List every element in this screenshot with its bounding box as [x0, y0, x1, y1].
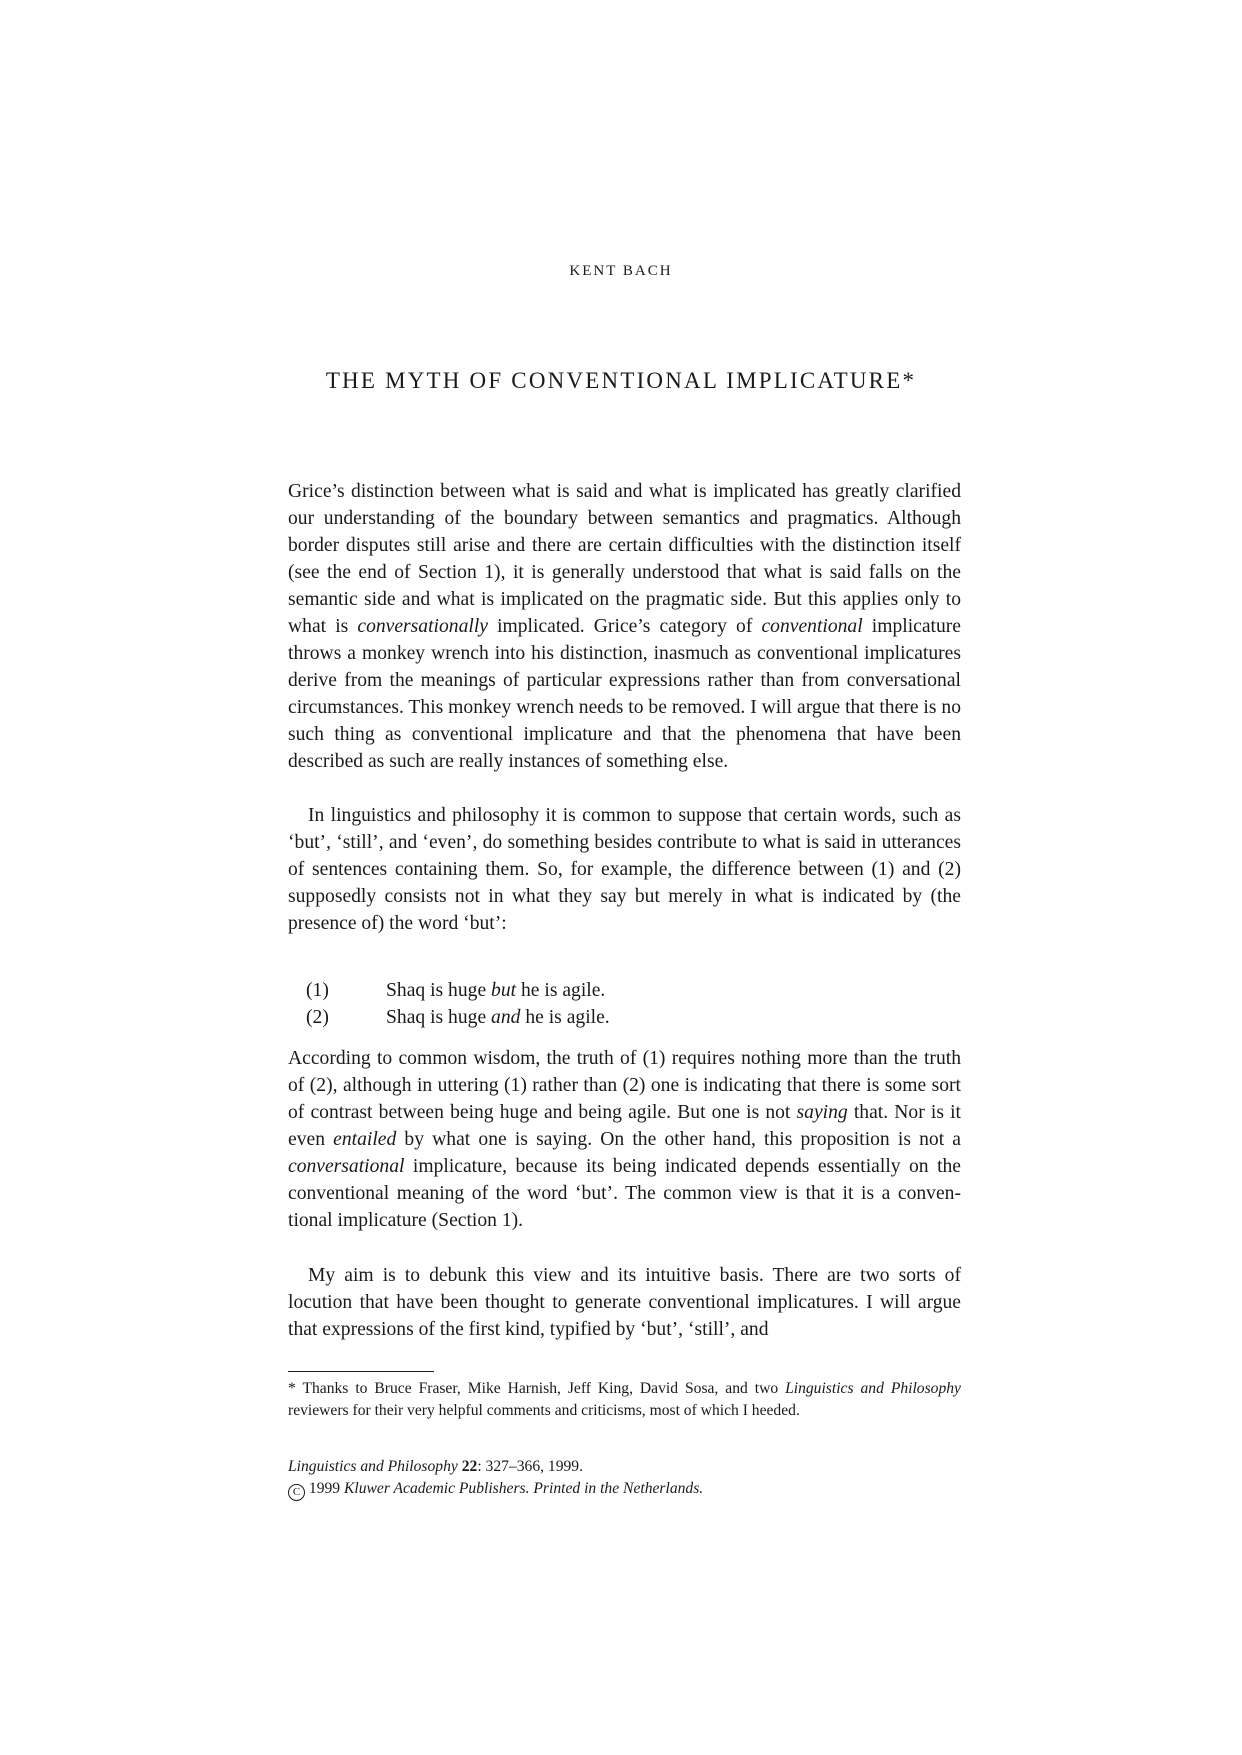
paragraph-4-text: My aim is to debunk this view and its intuitive basis. There are two sorts of locution that have been thought to generate conventional implicatures. I will argue that expressions of the first kind, typified by ‘but’, ‘still’, and — [288, 1265, 961, 1340]
paragraph-2 — [288, 802, 961, 937]
paper-title: THE MYTH OF CONVENTIONAL IMPLICATURE* — [325, 368, 917, 393]
footnote — [288, 1378, 961, 1422]
example-1-text-post: he is agile. — [516, 980, 606, 1001]
example-1 — [306, 977, 610, 1004]
example-1-emphasis: but — [491, 980, 517, 1001]
example-2-emphasis: and — [491, 1007, 521, 1028]
journal-pages: : 327–366, 1999. — [477, 1458, 584, 1475]
paragraph-1 — [288, 478, 961, 775]
author-name: KENT BACH — [569, 263, 673, 279]
paragraph-4 — [288, 1262, 961, 1343]
journal-citation — [288, 1456, 961, 1478]
paragraph-1-text-a: Grice’s distinction between what is said and what is implicated has greatly clarified our understanding of the boundary between semantics and pragmatics. Although border disputes still arise and there are certain difficulties with the distinction itself (see the end of Section 1), it is generally understood that what is said falls on the semantic side and what is implicated on the pragmatic side. But this applies only to what is — [288, 481, 961, 637]
example-2-text-post: he is agile. — [520, 1007, 610, 1028]
paragraph-3-text-c: by what one is saying. On the other hand, this proposition is not a — [396, 1129, 961, 1150]
footnote-text-b: reviewers for their very helpful comments and criticisms, most of which I heeded. — [288, 1402, 800, 1419]
journal-volume: 22 — [461, 1458, 478, 1475]
paragraph-3-text-d: implicature, because its being indicated depends essentially on the conventional meaning of the word ‘but’. The common view is that it is a conventional implicature (Section 1). — [288, 1156, 961, 1231]
example-1-number: (1) — [306, 980, 329, 1001]
journal-name: Linguistics and Philosophy — [288, 1458, 458, 1475]
paragraph-2-text: In linguistics and philosophy it is common to suppose that certain words, such as ‘but’, ‘still’, and ‘even’, do something besides contribute to what is said in utterances of sentences containing them. So, for example, the difference between (1) and (2) supposedly consists not in what they say but merely in what is indicated by (the presence of) the word ‘but’: — [288, 805, 961, 934]
example-1-text-pre: Shaq is huge — [386, 980, 492, 1001]
paragraph-1-emphasis-1: conversationally — [357, 616, 488, 637]
paragraph-3-text-b: that. Nor is it even — [288, 1102, 961, 1150]
paragraph-3-emphasis-3: conversational — [288, 1156, 405, 1177]
example-2-text-pre: Shaq is huge — [386, 1007, 492, 1028]
paragraph-3-emphasis-1: saying — [796, 1102, 848, 1123]
footnote-emphasis: Linguistics and Philosophy — [785, 1380, 961, 1397]
paragraph-1-text-b: implicated. Grice’s category of — [487, 616, 762, 637]
paragraph-3-emphasis-2: entailed — [333, 1129, 397, 1150]
footnote-text-a: * Thanks to Bruce Fraser, Mike Harnish, Jeff King, David Sosa, and two — [288, 1380, 786, 1397]
copyright-line — [288, 1478, 961, 1501]
example-1-sentence — [386, 977, 605, 1004]
copyright-icon: C — [288, 1484, 305, 1501]
paragraph-1-emphasis-2: conventional — [761, 616, 863, 637]
publisher-notice: Kluwer Academic Publishers. Printed in the Netherlands. — [343, 1480, 704, 1497]
example-2-number: (2) — [306, 1007, 329, 1028]
example-2 — [306, 1004, 610, 1031]
example-list — [306, 977, 610, 1031]
citation-block — [288, 1456, 961, 1501]
paragraph-3-text-a: According to common wisdom, the truth of (1) requires nothing more than the truth of (2), although in uttering (1) rather than (2) one is indicating that there is some sort of contrast between being huge and being agile. But one is not — [288, 1048, 961, 1123]
copyright-year: 1999 — [305, 1480, 344, 1497]
paragraph-1-text-c: implicature throws a monkey wrench into his distinction, inasmuch as conventional implicatures derive from the meanings of particular expressions rather than from conversational circumstances. This monkey wrench needs to be removed. I will argue that there is no such thing as conventional implicature and that the phenomena that have been described as such are really instances of something else. — [288, 616, 962, 772]
paragraph-3 — [288, 1045, 961, 1234]
example-2-sentence — [386, 1004, 610, 1031]
footnote-divider — [288, 1371, 434, 1372]
